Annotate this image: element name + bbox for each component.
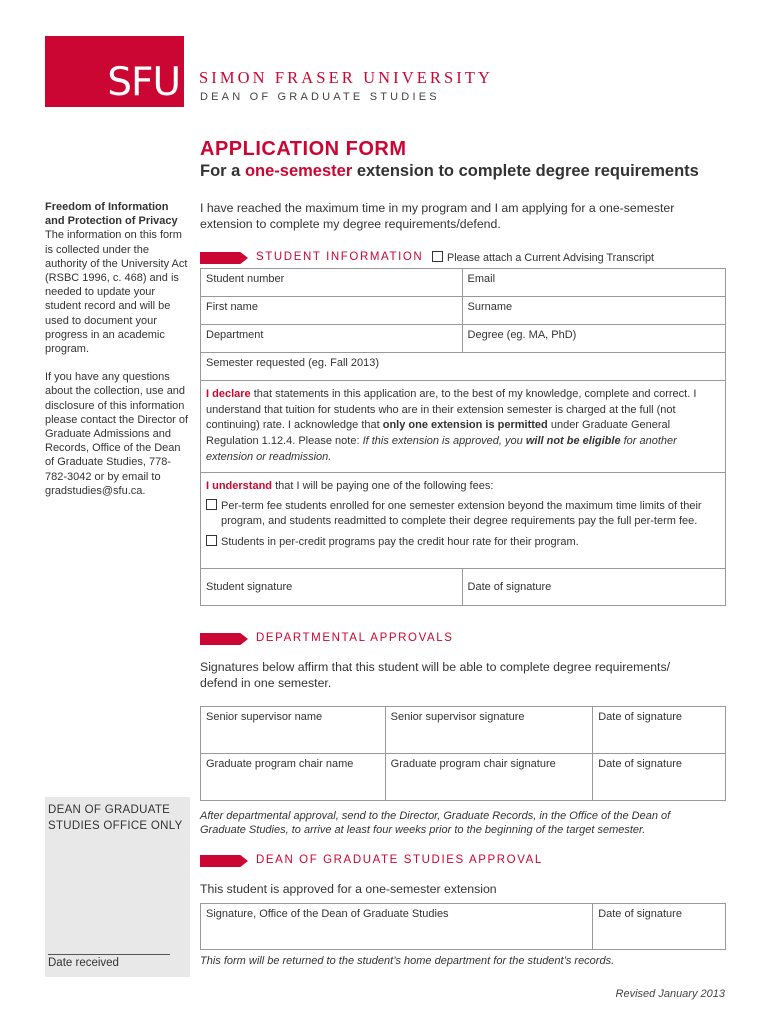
subtitle-suffix: extension to complete degree requirements bbox=[352, 162, 699, 180]
date-received-line[interactable] bbox=[48, 954, 170, 955]
attach-transcript bbox=[432, 251, 654, 264]
declare-text-2: under Graduate General Regulation 1.12.4. Please note: bbox=[206, 419, 671, 448]
attach-checkbox[interactable] bbox=[432, 251, 443, 262]
fee-option-2-checkbox[interactable] bbox=[206, 535, 217, 546]
senior-supervisor-name-field[interactable]: Senior supervisor name bbox=[201, 707, 386, 754]
section-label: STUDENT INFORMATION bbox=[256, 251, 424, 263]
degree-field[interactable]: Degree (eg. MA, PhD) bbox=[462, 325, 725, 353]
surname-field[interactable]: Surname bbox=[462, 297, 725, 325]
intro-statement: I have reached the maximum time in my program and I am applying for a one-semester extension to complete my degree requirements/defend. bbox=[200, 201, 675, 231]
fee-option-2[interactable] bbox=[206, 535, 720, 551]
foi-heading-1: Freedom of Information bbox=[45, 201, 169, 213]
fee-option-1[interactable] bbox=[206, 499, 720, 530]
first-name-field[interactable]: First name bbox=[201, 297, 463, 325]
return-note: This form will be returned to the student’s home department for the student’s records. bbox=[200, 955, 615, 967]
department-field[interactable]: Department bbox=[201, 325, 463, 353]
fee-option-1-label: Per-term fee students enrolled for one semester extension beyond the maximum time limits of their program, and students readmitted to complete their degree requirements pay the full per-term fee. bbox=[221, 499, 702, 528]
foi-heading-2: and Protection of Privacy bbox=[45, 215, 178, 228]
foi-text: The information on this form is collected under the authority of the University Act (RSBC 1996, c. 468) and is needed to update your student record and will be used to document your progress in an academic program. bbox=[45, 229, 188, 356]
fee-option-2-label: Students in per-credit programs pay the credit hour rate for their program. bbox=[221, 536, 579, 549]
supervisor-date-field[interactable]: Date of signature bbox=[593, 707, 726, 754]
section-label: DEPARTMENTAL APPROVALS bbox=[256, 632, 454, 644]
student-info-table bbox=[200, 268, 726, 606]
dean-approval-table bbox=[200, 903, 726, 950]
approval-statement: This student is approved for a one-semester extension bbox=[200, 882, 497, 896]
semester-field[interactable]: Semester requested (eg. Fall 2013) bbox=[201, 353, 726, 381]
departmental-table bbox=[200, 706, 726, 801]
understand-label: I understand bbox=[206, 480, 273, 492]
office-title-line-2: STUDIES OFFICE ONLY bbox=[48, 820, 183, 832]
declare-italic-bold: will not be eligible bbox=[525, 435, 621, 448]
form-subtitle bbox=[200, 162, 699, 181]
arrow-icon bbox=[200, 252, 248, 264]
student-number-field[interactable]: Student number bbox=[201, 269, 463, 297]
date-received-label: Date received bbox=[48, 957, 119, 969]
office-only-box bbox=[45, 797, 190, 977]
foi-notice bbox=[45, 200, 190, 356]
declaration bbox=[201, 381, 726, 473]
chair-signature-field[interactable]: Graduate program chair signature bbox=[385, 754, 593, 801]
revision-date: Revised January 2013 bbox=[615, 988, 725, 1000]
arrow-icon bbox=[200, 855, 248, 867]
fee-acknowledgement bbox=[201, 473, 726, 569]
chair-name-field[interactable]: Graduate program chair name bbox=[201, 754, 386, 801]
declare-text-1: that statements in this application are, to the best of my knowledge, complete and correct. I understand that tuition for students who are in their extension semester is charged at the full (not continuing) rate. I acknowledge that bbox=[206, 388, 697, 432]
dean-date-field[interactable]: Date of signature bbox=[593, 904, 726, 950]
university-name: SIMON FRASER UNIVERSITY bbox=[199, 68, 494, 87]
senior-supervisor-signature-field[interactable]: Senior supervisor signature bbox=[385, 707, 593, 754]
declare-italic-1: If this extension is approved, you bbox=[362, 435, 526, 448]
section-label: DEAN OF GRADUATE STUDIES APPROVAL bbox=[256, 854, 543, 866]
after-approval-note: After departmental approval, send to the Director, Graduate Records, in the Office of the Dean of Graduate Studies, to arrive at least four weeks prior to the beginning of the target semester. bbox=[200, 810, 671, 836]
email-field[interactable]: Email bbox=[462, 269, 725, 297]
logo-text: SFU bbox=[107, 60, 180, 105]
form-title: APPLICATION FORM bbox=[200, 138, 407, 160]
chair-date-field[interactable]: Date of signature bbox=[593, 754, 726, 801]
declare-label: I declare bbox=[206, 388, 251, 400]
arrow-icon bbox=[200, 633, 248, 645]
contact-text: If you have any questions about the collection, use and disclosure of this information please contact the Director of Graduate Admissions and Records, Office of the Dean of Graduate Studies, 778-782-3042 or by email to gradstudies@sfu.ca. bbox=[45, 371, 189, 497]
declare-bold: only one extension is permitted bbox=[382, 419, 548, 432]
understand-text: that I will be paying one of the following fees: bbox=[272, 480, 494, 492]
office-title-line-1: DEAN OF GRADUATE bbox=[48, 804, 171, 816]
departmental-intro: Signatures below affirm that this student will be able to complete degree requirements/ defend in one semester. bbox=[200, 660, 671, 690]
attach-label: Please attach a Current Advising Transcript bbox=[447, 252, 655, 264]
subtitle-highlight: one-semester bbox=[244, 162, 353, 180]
department-name: DEAN OF GRADUATE STUDIES bbox=[200, 91, 440, 103]
dean-signature-field[interactable]: Signature, Office of the Dean of Graduate Studies bbox=[201, 904, 593, 950]
office-only-title bbox=[48, 802, 183, 834]
student-signature-field[interactable]: Student signature bbox=[201, 569, 463, 606]
declare-italic-2: for another extension or readmission. bbox=[206, 435, 677, 463]
subtitle-prefix: For a bbox=[200, 162, 245, 180]
fee-option-1-checkbox[interactable] bbox=[206, 499, 217, 510]
privacy-sidebar bbox=[45, 200, 190, 512]
sfu-logo bbox=[45, 36, 184, 107]
student-date-field[interactable]: Date of signature bbox=[462, 569, 725, 606]
